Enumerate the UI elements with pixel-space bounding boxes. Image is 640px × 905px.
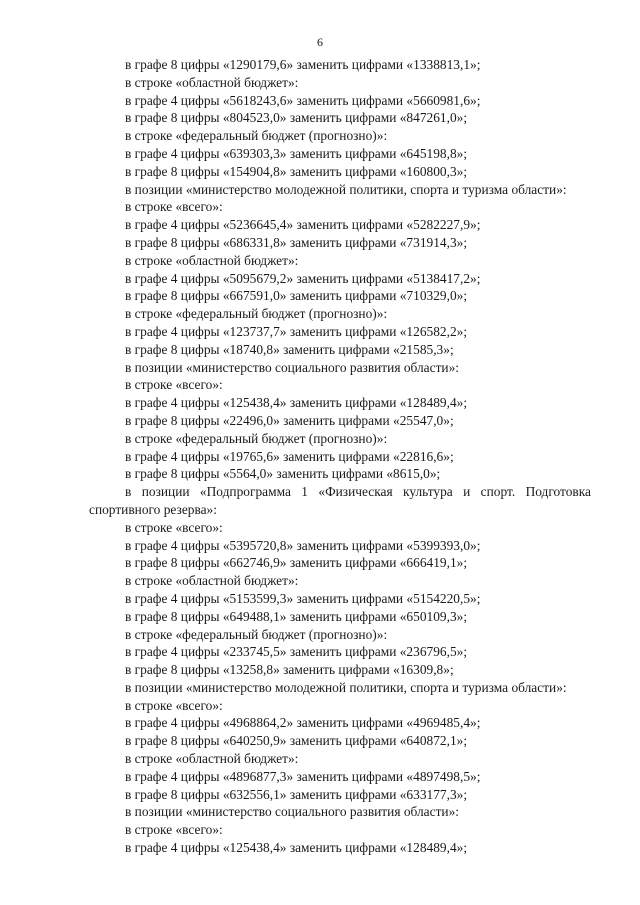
text-line: в графе 8 цифры «632556,1» заменить цифрами «633177,3»;	[125, 786, 468, 802]
text-line: в графе 8 цифры «804523,0» заменить цифрами «847261,0»;	[125, 110, 468, 126]
text-line: в графе 4 цифры «19765,6» заменить цифрами «22816,6»;	[125, 448, 454, 464]
text-line: в строке «всего»:	[125, 697, 223, 713]
text-line: в графе 4 цифры «125438,4» заменить цифрами «128489,4»;	[125, 840, 468, 856]
text-line: в позиции «Подпрограмма 1 «Физическая культура и спорт. Подготовка	[125, 484, 591, 500]
text-line: в строке «всего»:	[125, 377, 223, 393]
text-line: в графе 4 цифры «4896877,3» заменить цифрами «4897498,5»;	[125, 768, 481, 784]
text-line: в строке «областной бюджет»:	[125, 573, 299, 589]
text-line: в строке «федеральный бюджет (прогнозно)»:	[125, 430, 388, 446]
text-line: в строке «всего»:	[125, 519, 223, 535]
text-line: в строке «областной бюджет»:	[125, 74, 299, 90]
text-line: в графе 4 цифры «233745,5» заменить цифрами «236796,5»;	[125, 644, 468, 660]
document-body	[89, 56, 591, 857]
text-line: в графе 8 цифры «18740,8» заменить цифрами «21585,3»;	[125, 341, 454, 357]
text-line: в строке «федеральный бюджет (прогнозно)»:	[125, 128, 388, 144]
text-line: в графе 8 цифры «649488,1» заменить цифрами «650109,3»;	[125, 608, 468, 624]
text-line: в графе 4 цифры «5395720,8» заменить цифрами «5399393,0»;	[125, 537, 481, 553]
page-number: 6	[317, 35, 323, 49]
text-line: в строке «федеральный бюджет (прогнозно)»:	[125, 626, 388, 642]
text-line: в графе 4 цифры «5153599,3» заменить цифрами «5154220,5»;	[125, 590, 481, 606]
text-line: в строке «федеральный бюджет (прогнозно)»:	[125, 306, 388, 322]
text-line: в строке «всего»:	[125, 822, 223, 838]
text-line: в позиции «министерство социального развития области»:	[125, 804, 460, 820]
text-line: в графе 4 цифры «5618243,6» заменить цифрами «5660981,6»;	[125, 92, 481, 108]
text-line: в графе 8 цифры «154904,8» заменить цифрами «160800,3»;	[125, 163, 468, 179]
text-line: в позиции «министерство молодежной политики, спорта и туризма области»:	[125, 679, 567, 695]
text-line: в графе 4 цифры «5095679,2» заменить цифрами «5138417,2»;	[125, 270, 481, 286]
text-line: в графе 8 цифры «640250,9» заменить цифрами «640872,1»;	[125, 733, 468, 749]
text-line: в позиции «министерство молодежной политики, спорта и туризма области»:	[125, 181, 567, 197]
text-line: в графе 8 цифры «662746,9» заменить цифрами «666419,1»;	[125, 555, 468, 571]
text-line: в графе 8 цифры «13258,8» заменить цифрами «16309,8»;	[125, 662, 454, 678]
text-line: в позиции «министерство социального развития области»:	[125, 359, 460, 375]
text-line: в графе 8 цифры «667591,0» заменить цифрами «710329,0»;	[125, 288, 468, 304]
text-line: в графе 8 цифры «5564,0» заменить цифрами «8615,0»;	[125, 466, 441, 482]
text-line: в графе 4 цифры «4968864,2» заменить цифрами «4969485,4»;	[125, 715, 481, 731]
text-line: в графе 4 цифры «5236645,4» заменить цифрами «5282227,9»;	[125, 217, 481, 233]
text-line: в графе 4 цифры «125438,4» заменить цифрами «128489,4»;	[125, 395, 468, 411]
text-line: в графе 4 цифры «123737,7» заменить цифрами «126582,2»;	[125, 323, 468, 339]
text-line: в графе 8 цифры «1290179,6» заменить цифрами «1338813,1»;	[125, 57, 481, 72]
text-line: в графе 4 цифры «639303,3» заменить цифрами «645198,8»;	[125, 145, 468, 161]
text-line: в строке «областной бюджет»:	[125, 751, 299, 767]
text-line: спортивного резерва»:	[89, 501, 217, 517]
text-line: в строке «всего»:	[125, 199, 223, 215]
text-line: в строке «областной бюджет»:	[125, 252, 299, 268]
text-line: в графе 8 цифры «22496,0» заменить цифрами «25547,0»;	[125, 412, 454, 428]
text-line: в графе 8 цифры «686331,8» заменить цифрами «731914,3»;	[125, 234, 468, 250]
